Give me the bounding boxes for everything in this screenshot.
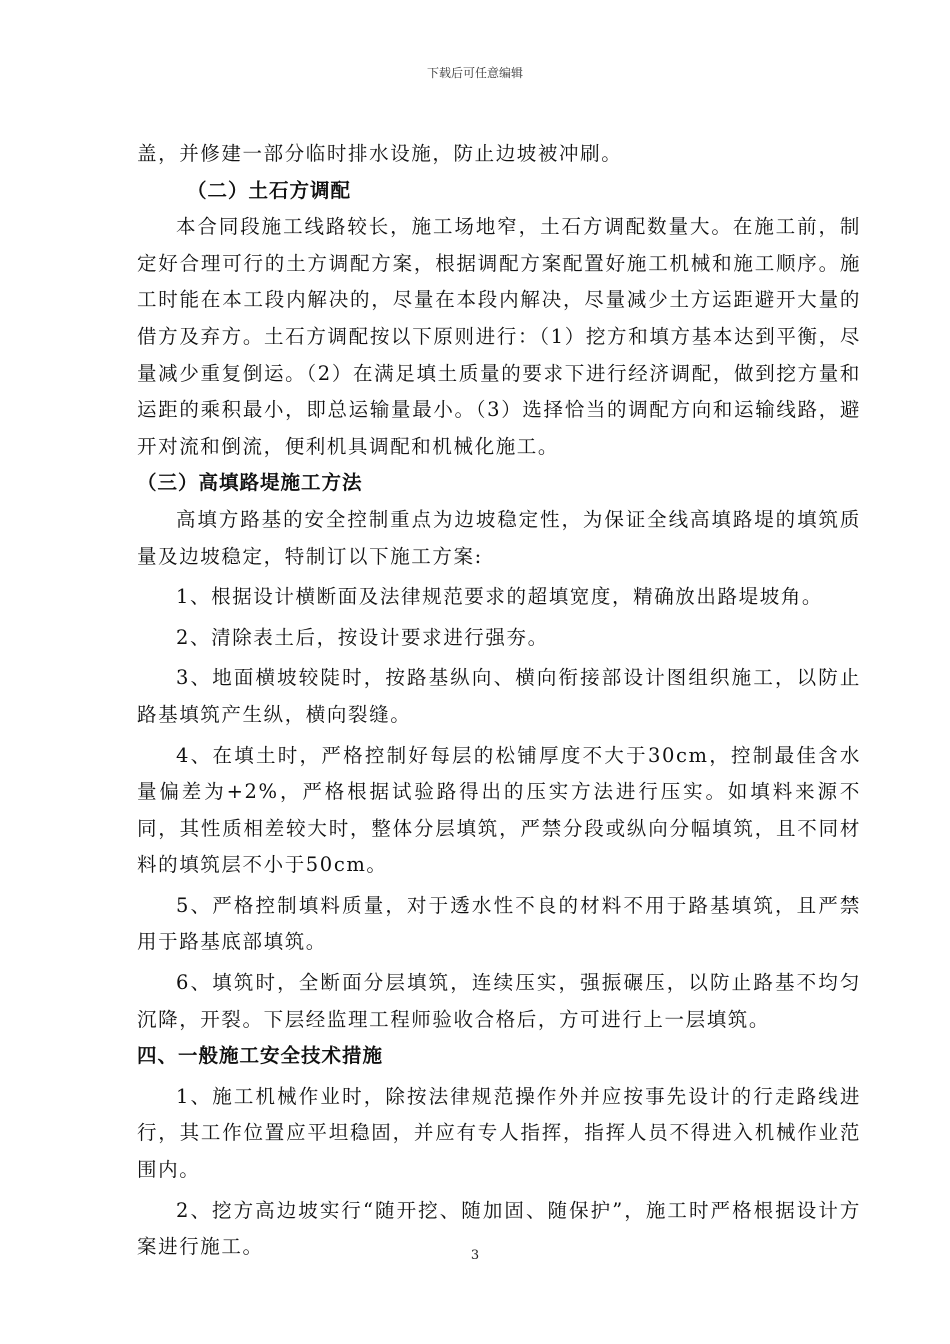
page-header: 下载后可任意编辑 <box>426 66 523 80</box>
list-item-4: 4、在填土时，严格控制好每层的松铺厚度不大于30cm，控制最佳含水量偏差为+2%，严格根据试验路得出的压实方法进行压实。如填料来源不同，其性质相差较大时，整体分层填筑，严禁分段或纵向分幅填筑，且不同材料的填筑层不小于50cm。 <box>137 743 861 877</box>
list-item-6: 6、填筑时，全断面分层填筑，连续压实，强振碾压，以防止路基不均匀沉降，开裂。下层经监理工程师验收合格后，方可进行上一层填筑。 <box>137 971 861 1031</box>
paragraph-high-fill-intro: 高填方路基的安全控制重点为边坡稳定性，为保证全线高填路堤的填筑质量及边坡稳定，特制订以下施工方案: <box>137 507 861 568</box>
safety-item-2: 2、挖方高边坡实行“随开挖、随加固、随保护”，施工时严格根据设计方案进行施工。 <box>137 1198 861 1259</box>
paragraph-continuation: 盖，并修建一部分临时排水设施，防止边坡被冲刷。 <box>137 142 623 165</box>
paragraph-earthwork-allocation: 本合同段施工线路较长，施工场地窄，土石方调配数量大。在施工前，制定好合理可行的土方调配方案，根据调配方案配置好施工机械和施工顺序。施工时能在本工段内解决的，尽量在本段内解决，尽量减少土方运距避开大量的借方及弃方。土石方调配按以下原则进行：（1）挖方和填方基本达到平衡，尽量减少重复倒运。（2）在满足填土质量的要求下进行经济调配，做到挖方量和运距的乘积最小，即总运输量最小。（3）选择恰当的调配方向和运输线路，避开对流和倒流，便利机具调配和机械化施工。 <box>137 215 861 458</box>
document-body <box>137 136 861 1266</box>
list-item-1: 1、根据设计横断面及法律规范要求的超填宽度，精确放出路堤坡角。 <box>176 585 824 609</box>
list-item-5: 5、严格控制填料质量，对于透水性不良的材料不用于路基填筑，且严禁用于路基底部填筑。 <box>137 893 861 954</box>
list-item-3: 3、地面横坡较陡时，按路基纵向、横向衔接部设计图组织施工，以防止路基填筑产生纵，横向裂缝。 <box>137 666 861 726</box>
list-item-2: 2、清除表土后，按设计要求进行强夯。 <box>176 625 549 649</box>
section-heading-high-fill-embankment: （三）高填路堤施工方法 <box>137 471 363 495</box>
safety-item-1: 1、施工机械作业时，除按法律规范操作外并应按事先设计的行走路线进行，其工作位置应平坦稳固，并应有专人指挥，指挥人员不得进入机械作业范围内。 <box>137 1084 861 1182</box>
section-heading-earthwork-allocation: （二）土石方调配 <box>187 178 352 202</box>
page-number: 3 <box>470 1248 480 1263</box>
section-heading-safety-measures: 四、一般施工安全技术措施 <box>137 1044 384 1068</box>
